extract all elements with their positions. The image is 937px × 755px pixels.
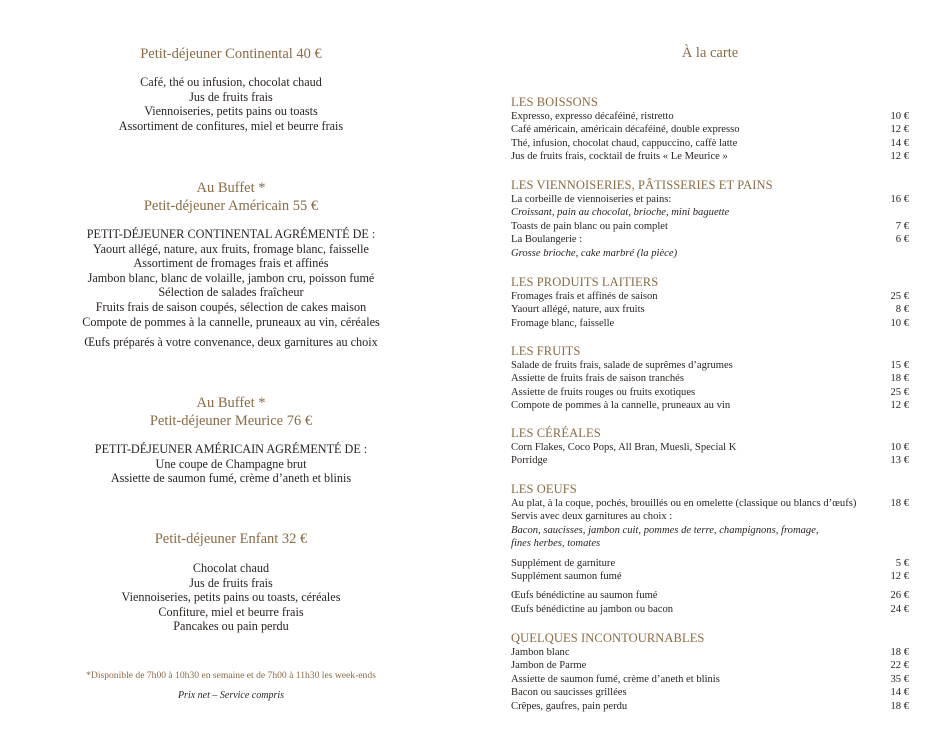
meurice-title: Petit-déjeuner Meurice 76 €: [149, 413, 313, 429]
section-fruits: [511, 344, 909, 413]
section-title: QUELQUES INCONTOURNABLES: [511, 631, 705, 645]
menu-row: [511, 193, 909, 206]
meurice-section: [40, 394, 422, 486]
item-price: 18 €: [890, 647, 909, 658]
item-label: Supplément de garniture: [511, 557, 616, 569]
item-price: 14 €: [890, 687, 909, 699]
enfant-section: [40, 530, 422, 634]
list-item: PETIT-DÉJEUNER AMÉRICAIN AGRÉMENTÉ DE :: [94, 442, 368, 456]
list-item: Sélection de salades fraîcheur: [158, 285, 304, 300]
item-price: 6 €: [895, 234, 909, 246]
meurice-buffet-label: Au Buffet *: [196, 395, 266, 411]
item-label: Crêpes, gaufres, pain perdu: [511, 700, 628, 712]
item-price: 35 €: [890, 673, 909, 685]
item-price: 15 €: [890, 360, 909, 371]
section-title: LES VIENNOISERIES, PÂTISSERIES ET PAINS: [511, 178, 773, 192]
list-item: PETIT-DÉJEUNER CONTINENTAL AGRÉMENTÉ DE :: [86, 227, 376, 241]
item-label: Expresso, expresso décaféiné, ristretto: [511, 111, 674, 122]
menu-row: [511, 233, 909, 246]
menu-row: [511, 317, 909, 330]
menu-row: [511, 399, 909, 412]
americain-title: Petit-déjeuner Américain 55 €: [143, 198, 319, 214]
item-price: 22 €: [890, 660, 909, 672]
item-label: Supplément saumon fumé: [511, 571, 622, 583]
item-label: Assiette de fruits frais de saison tranchés: [511, 373, 684, 385]
continental-section: [40, 45, 422, 133]
item-label: La corbeille de viennoiseries et pains:: [511, 194, 672, 205]
price-note: Prix net – Service compris: [177, 690, 285, 701]
item-label: Toasts de pain blanc ou pain complet: [511, 220, 668, 232]
section-oeufs: [511, 482, 909, 616]
menu-row: [511, 673, 909, 686]
list-item: Assortiment de confitures, miel et beurre frais: [118, 118, 344, 133]
list-item: Assiette de saumon fumé, crème d’aneth et blinis: [110, 471, 352, 486]
americain-eggs-note: Œufs préparés à votre convenance, deux garnitures au choix: [84, 335, 378, 350]
list-item: Jus de fruits frais: [189, 575, 273, 590]
menu-row: [511, 510, 909, 523]
menu-row: [511, 454, 909, 467]
item-price: 12 €: [890, 151, 909, 163]
menu-row: [511, 497, 909, 510]
item-label: Fromages frais et affinés de saison: [511, 291, 658, 302]
item-price: 8 €: [895, 304, 909, 316]
americain-section: [40, 179, 422, 350]
list-item: Confiture, miel et beurre frais: [158, 604, 304, 619]
menu-row: [511, 686, 909, 699]
item-price: 14 €: [890, 137, 909, 149]
list-item: Compote de pommes à la cannelle, pruneaux au vin, céréales: [82, 314, 380, 329]
item-price: 16 €: [890, 194, 909, 205]
menu-row: [511, 646, 909, 659]
item-label: Jus de fruits frais, cocktail de fruits « Le Meurice »: [511, 151, 728, 163]
section-incontournables: [511, 631, 909, 713]
section-laitiers: [511, 275, 909, 330]
item-label: Assiette de fruits rouges ou fruits exotiques: [511, 386, 696, 398]
menu-row: [511, 557, 909, 570]
menu-row: [511, 150, 909, 163]
menu-row: [511, 220, 909, 233]
item-label: Yaourt allégé, nature, aux fruits: [511, 304, 645, 316]
item-label: Œufs bénédictine au jambon ou bacon: [511, 603, 674, 615]
continental-title: Petit-déjeuner Continental 40 €: [140, 46, 322, 62]
item-price: 25 €: [890, 291, 909, 302]
section-title: LES CÉRÉALES: [511, 426, 601, 440]
item-price: 12 €: [890, 124, 909, 136]
item-label: Café américain, américain décaféiné, double expresso: [511, 124, 740, 136]
menu-row: [511, 110, 909, 123]
item-price: 10 €: [890, 111, 909, 122]
menu-row: [511, 303, 909, 316]
item-price: 12 €: [890, 571, 909, 583]
item-label: Œufs bénédictine au saumon fumé: [511, 590, 658, 602]
item-price: 12 €: [890, 400, 909, 412]
item-price: 18 €: [890, 373, 909, 385]
section-viennoiseries: [511, 178, 909, 260]
menu-row: [511, 589, 909, 602]
list-item: Viennoiseries, petits pains ou toasts, céréales: [121, 590, 341, 605]
list-item: Assortiment de fromages frais et affinés: [133, 256, 329, 271]
section-boissons: [511, 95, 909, 164]
item-price: 10 €: [890, 442, 909, 453]
item-label: Assiette de saumon fumé, crème d’aneth et blinis: [511, 673, 720, 685]
item-label: La Boulangerie :: [511, 234, 583, 246]
item-price: 26 €: [890, 590, 909, 602]
item-label: Fromage blanc, faisselle: [511, 317, 615, 329]
item-price: 7 €: [895, 220, 909, 232]
item-price: 24 €: [890, 603, 909, 615]
menu-row: [511, 372, 909, 385]
menu-row: [511, 290, 909, 303]
item-label: Porridge: [511, 455, 548, 467]
item-price: 5 €: [895, 557, 909, 569]
list-item: Yaourt allégé, nature, aux fruits, fromage blanc, faisselle: [93, 241, 369, 256]
item-label: Bacon ou saucisses grillées: [511, 687, 627, 699]
list-item: Viennoiseries, petits pains ou toasts: [144, 104, 318, 119]
item-label: Servis avec deux garnitures au choix :: [511, 511, 673, 523]
item-price: 25 €: [890, 386, 909, 398]
menu-row: [511, 386, 909, 399]
section-title: LES OEUFS: [511, 482, 577, 496]
menu-row: [511, 700, 909, 713]
list-item: Jambon blanc, blanc de volaille, jambon cru, poisson fumé: [87, 270, 375, 285]
menu-row: [511, 441, 909, 454]
item-price: 13 €: [890, 455, 909, 467]
americain-buffet-label: Au Buffet *: [196, 180, 266, 196]
section-title: LES PRODUITS LAITIERS: [511, 275, 659, 289]
item-label: Au plat, à la coque, pochés, brouillés ou en omelette (classique ou blancs d’œufs): [511, 498, 857, 509]
list-item: Chocolat chaud: [192, 561, 270, 575]
menu-row: [511, 603, 909, 616]
list-item: Pancakes ou pain perdu: [173, 619, 289, 634]
a-la-carte-title: À la carte: [681, 45, 739, 61]
section-title: LES BOISSONS: [511, 95, 598, 109]
list-item: Café, thé ou infusion, chocolat chaud: [140, 75, 322, 89]
item-label: Thé, infusion, chocolat chaud, cappuccino, caffè latte: [511, 137, 738, 149]
buffet-footnote: *Disponible de 7h00 à 10h30 en semaine et de 7h00 à 11h30 les week-ends: [86, 670, 376, 681]
menu-row: [511, 570, 909, 583]
list-item: Jus de fruits frais: [189, 89, 273, 104]
item-label: Jambon de Parme: [511, 660, 587, 672]
list-item: Fruits frais de saison coupés, sélection de cakes maison: [95, 299, 367, 314]
item-label: Salade de fruits frais, salade de suprêmes d’agrumes: [511, 360, 733, 371]
menu-row: [511, 659, 909, 672]
item-price: 18 €: [890, 498, 909, 509]
item-price: 10 €: [890, 317, 909, 329]
menu-row: [511, 359, 909, 372]
section-cereales: [511, 426, 909, 468]
item-detail: Grosse brioche, cake marbré (la pièce): [511, 247, 678, 259]
item-label: Jambon blanc: [511, 647, 570, 658]
item-label: Compote de pommes à la cannelle, pruneaux au vin: [511, 400, 731, 412]
enfant-title: Petit-déjeuner Enfant 32 €: [154, 531, 308, 547]
list-item: Une coupe de Champagne brut: [155, 456, 307, 471]
item-detail: Croissant, pain au chocolat, brioche, mini baguette: [511, 207, 730, 219]
item-price: 18 €: [890, 700, 909, 712]
item-label: Corn Flakes, Coco Pops, All Bran, Muesli, Special K: [511, 442, 737, 453]
section-title: LES FRUITS: [511, 344, 581, 358]
menu-row: [511, 137, 909, 150]
item-detail: Bacon, saucisses, jambon cuit, pommes de terre, champignons, fromage,: [511, 524, 819, 536]
menu-row: [511, 123, 909, 136]
item-detail: fines herbes, tomates: [511, 538, 601, 550]
